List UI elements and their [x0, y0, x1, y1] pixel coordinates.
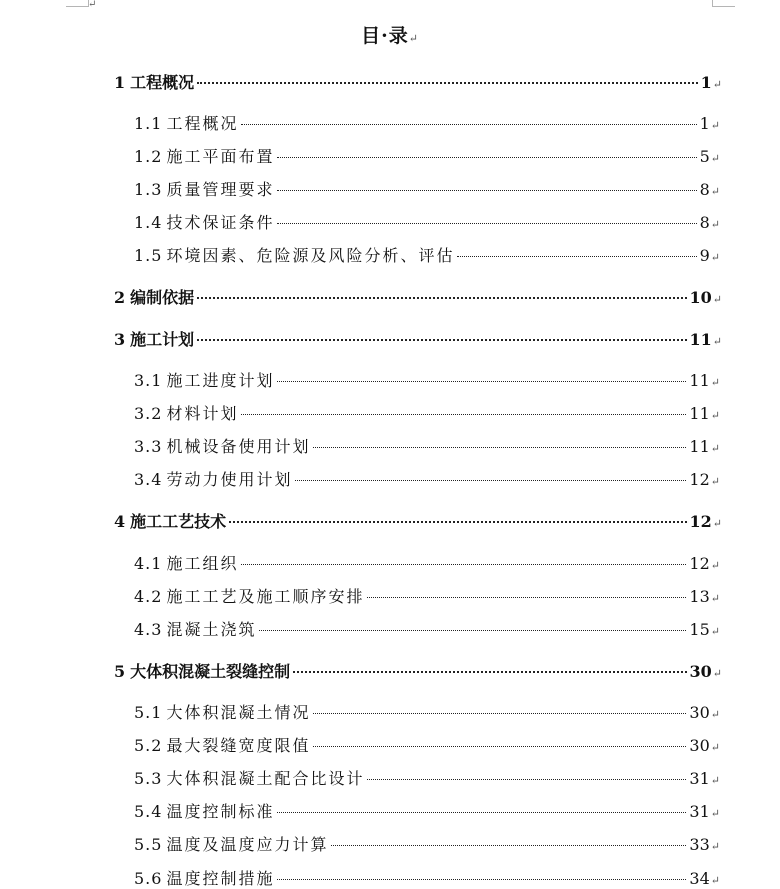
- toc-entry-number: 4.1: [134, 554, 163, 573]
- toc-heading-entry[interactable]: [114, 327, 722, 349]
- toc-entry-title: 劳动力使用计划: [166, 470, 293, 489]
- toc-entry-title: 混凝土浇筑: [166, 620, 257, 639]
- toc-entry-number: 5: [114, 662, 126, 681]
- toc-entry-page: 34: [689, 869, 710, 888]
- toc-subentry[interactable]: [134, 210, 722, 232]
- paragraph-mark-icon: ↵: [710, 475, 722, 488]
- toc-entry-number: 4: [114, 512, 126, 531]
- paragraph-mark-icon: ↵: [710, 559, 722, 572]
- toc-dot-leader: [295, 480, 686, 481]
- toc-entry-number: 2: [114, 288, 126, 307]
- toc-entry-number: 1.5: [134, 246, 163, 265]
- paragraph-mark-icon: ↵: [710, 119, 722, 132]
- toc-dot-leader: [313, 447, 686, 448]
- toc-dot-leader: [277, 223, 696, 224]
- paragraph-mark-icon: ↵: [710, 152, 722, 165]
- paragraph-mark-icon: ↵: [710, 807, 722, 820]
- toc-entry-number: 1.3: [134, 180, 163, 199]
- toc-entry-number: 3.3: [134, 437, 163, 456]
- toc-entry-number: 3.1: [134, 371, 163, 390]
- toc-entry-page: 1: [700, 73, 712, 92]
- toc-entry-number: 1.2: [134, 147, 163, 166]
- toc-dot-leader: [197, 297, 686, 299]
- paragraph-mark-icon: ↵: [710, 741, 722, 754]
- toc-entry-number: 1.1: [134, 114, 163, 133]
- toc-entry-page: 30: [689, 662, 712, 681]
- toc-entry-number: 5.5: [134, 835, 163, 854]
- paragraph-mark-icon: ↵: [408, 32, 419, 45]
- toc-subentry[interactable]: [134, 401, 722, 423]
- toc-entry-number: 4.3: [134, 620, 163, 639]
- toc-entry-page: 11: [689, 437, 710, 456]
- toc-dot-leader: [241, 564, 686, 565]
- toc-subentry[interactable]: [134, 733, 722, 755]
- paragraph-mark-icon: ↵: [710, 409, 722, 422]
- toc-entry-page: 8: [699, 180, 710, 199]
- toc-dot-leader: [277, 157, 696, 158]
- toc-entry-title: 施工组织: [166, 554, 239, 573]
- toc-entry-page: 12: [689, 470, 710, 489]
- toc-entry-title: 工程概况: [130, 73, 195, 92]
- toc-subentry[interactable]: [134, 551, 722, 573]
- toc-entry-title: 温度及温度应力计算: [166, 835, 329, 854]
- toc-entry-title: 机械设备使用计划: [166, 437, 311, 456]
- toc-entry-page: 8: [699, 213, 710, 232]
- toc-entry-number: 3: [114, 330, 126, 349]
- toc-entry-title: 材料计划: [166, 404, 239, 423]
- toc-subentry[interactable]: [134, 177, 722, 199]
- toc-dot-leader: [277, 190, 696, 191]
- toc-dot-leader: [241, 124, 696, 125]
- toc-entry-title: 大体积混凝土裂缝控制: [130, 662, 291, 681]
- toc-entry-title: 施工工艺及施工顺序安排: [166, 587, 365, 606]
- paragraph-mark-icon: ↵: [712, 335, 722, 348]
- toc-entry-title: 质量管理要求: [166, 180, 275, 199]
- toc-entry-number: 5.1: [134, 703, 163, 722]
- toc-heading-entry[interactable]: [114, 285, 722, 307]
- paragraph-mark-icon: ↵: [712, 517, 722, 530]
- toc-entry-page: 11: [689, 371, 710, 390]
- paragraph-mark-icon: ↵: [710, 874, 722, 887]
- toc-subentry[interactable]: [134, 832, 722, 854]
- toc-dot-leader: [259, 630, 686, 631]
- toc-dot-leader: [229, 521, 686, 523]
- paragraph-mark-icon: ↵: [710, 185, 722, 198]
- toc-entry-number: 1: [114, 73, 126, 92]
- toc-entry-page: 31: [689, 769, 710, 788]
- toc-entry-page: 31: [689, 802, 710, 821]
- toc-subentry[interactable]: [134, 243, 722, 265]
- toc-subentry[interactable]: [134, 144, 722, 166]
- paragraph-mark-icon: ↵: [712, 293, 722, 306]
- toc-entry-number: 5.3: [134, 769, 163, 788]
- toc-subentry[interactable]: [134, 434, 722, 456]
- toc-entry-page: 30: [689, 703, 710, 722]
- toc-entry-page: 12: [689, 512, 712, 531]
- paragraph-mark-icon: ↵: [710, 376, 722, 389]
- toc-dot-leader: [367, 779, 686, 780]
- toc-dot-leader: [277, 812, 686, 813]
- toc-entry-page: 30: [689, 736, 710, 755]
- toc-dot-leader: [241, 414, 686, 415]
- toc-entry-page: 10: [689, 288, 712, 307]
- toc-dot-leader: [331, 845, 686, 846]
- toc-title[interactable]: [0, 24, 780, 51]
- toc-entry-number: 4.2: [134, 587, 163, 606]
- toc-dot-leader: [293, 671, 686, 673]
- toc-subentry[interactable]: [134, 866, 722, 888]
- toc-subentry[interactable]: [134, 700, 722, 722]
- paragraph-mark-icon: ↵: [712, 667, 722, 680]
- toc-entry-page: 13: [689, 587, 710, 606]
- toc-dot-leader: [277, 381, 686, 382]
- toc-subentry[interactable]: [134, 467, 722, 489]
- toc-dot-leader: [277, 879, 686, 880]
- toc-title-text: 目·录: [361, 25, 409, 47]
- paragraph-mark-icon: ↵: [710, 442, 722, 455]
- toc-entry-title: 温度控制措施: [166, 869, 275, 888]
- toc-subentry[interactable]: [134, 617, 722, 639]
- toc-entry-number: 5.4: [134, 802, 163, 821]
- toc-entry-page: 11: [689, 330, 712, 349]
- toc-dot-leader: [457, 256, 696, 257]
- toc-subentry[interactable]: [134, 368, 722, 390]
- toc-entry-page: 11: [689, 404, 710, 423]
- toc-subentry[interactable]: [134, 584, 722, 606]
- toc-entry-title: 编制依据: [130, 288, 195, 307]
- toc-entry-title: 环境因素、危险源及风险分析、评估: [166, 246, 455, 265]
- toc-entry-page: 9: [699, 246, 710, 265]
- toc-entry-number: 3.4: [134, 470, 163, 489]
- toc-entry-title: 工程概况: [166, 114, 239, 133]
- margin-corner-top-left: [66, 0, 89, 7]
- toc-entry-page: 12: [689, 554, 710, 573]
- toc-entry-number: 3.2: [134, 404, 163, 423]
- toc-entry-title: 技术保证条件: [166, 213, 275, 232]
- toc-entry-number: 1.4: [134, 213, 163, 232]
- paragraph-mark-icon: ↵: [710, 592, 722, 605]
- toc-entry-title: 大体积混凝土情况: [166, 703, 311, 722]
- paragraph-mark-icon: ↵: [710, 218, 722, 231]
- toc-subentry[interactable]: [134, 799, 722, 821]
- toc-dot-leader: [197, 82, 697, 84]
- toc-entry-page: 1: [699, 114, 710, 133]
- toc-entry-title: 施工工艺技术: [130, 512, 227, 531]
- toc-entry-number: 5.2: [134, 736, 163, 755]
- toc-subentry[interactable]: [134, 111, 722, 133]
- toc-entry-title: 施工进度计划: [166, 371, 275, 390]
- paragraph-mark-icon: ↵: [712, 78, 722, 91]
- toc-entry-title: 施工计划: [130, 330, 195, 349]
- toc-heading-entry[interactable]: [114, 659, 722, 681]
- toc-entry-title: 施工平面布置: [166, 147, 275, 166]
- toc-dot-leader: [197, 339, 686, 341]
- toc-entry-page: 5: [699, 147, 710, 166]
- toc-dot-leader: [313, 746, 686, 747]
- paragraph-mark-icon: ↵: [710, 774, 722, 787]
- toc-entry-title: 温度控制标准: [166, 802, 275, 821]
- toc-heading-entry[interactable]: [114, 70, 722, 92]
- toc-dot-leader: [313, 713, 686, 714]
- paragraph-mark-icon: ↵: [710, 708, 722, 721]
- toc-subentry[interactable]: [134, 766, 722, 788]
- toc-entry-title: 大体积混凝土配合比设计: [166, 769, 365, 788]
- margin-corner-top-right: [712, 0, 735, 7]
- paragraph-mark-icon: ↵: [710, 251, 722, 264]
- paragraph-mark-icon: ↵: [88, 0, 97, 10]
- paragraph-mark-icon: ↵: [710, 625, 722, 638]
- toc-entry-number: 5.6: [134, 869, 163, 888]
- paragraph-mark-icon: ↵: [710, 840, 722, 853]
- toc-dot-leader: [367, 597, 686, 598]
- toc-heading-entry[interactable]: [114, 509, 722, 531]
- toc-entry-page: 15: [689, 620, 710, 639]
- toc-entry-page: 33: [689, 835, 710, 854]
- toc-entry-title: 最大裂缝宽度限值: [166, 736, 311, 755]
